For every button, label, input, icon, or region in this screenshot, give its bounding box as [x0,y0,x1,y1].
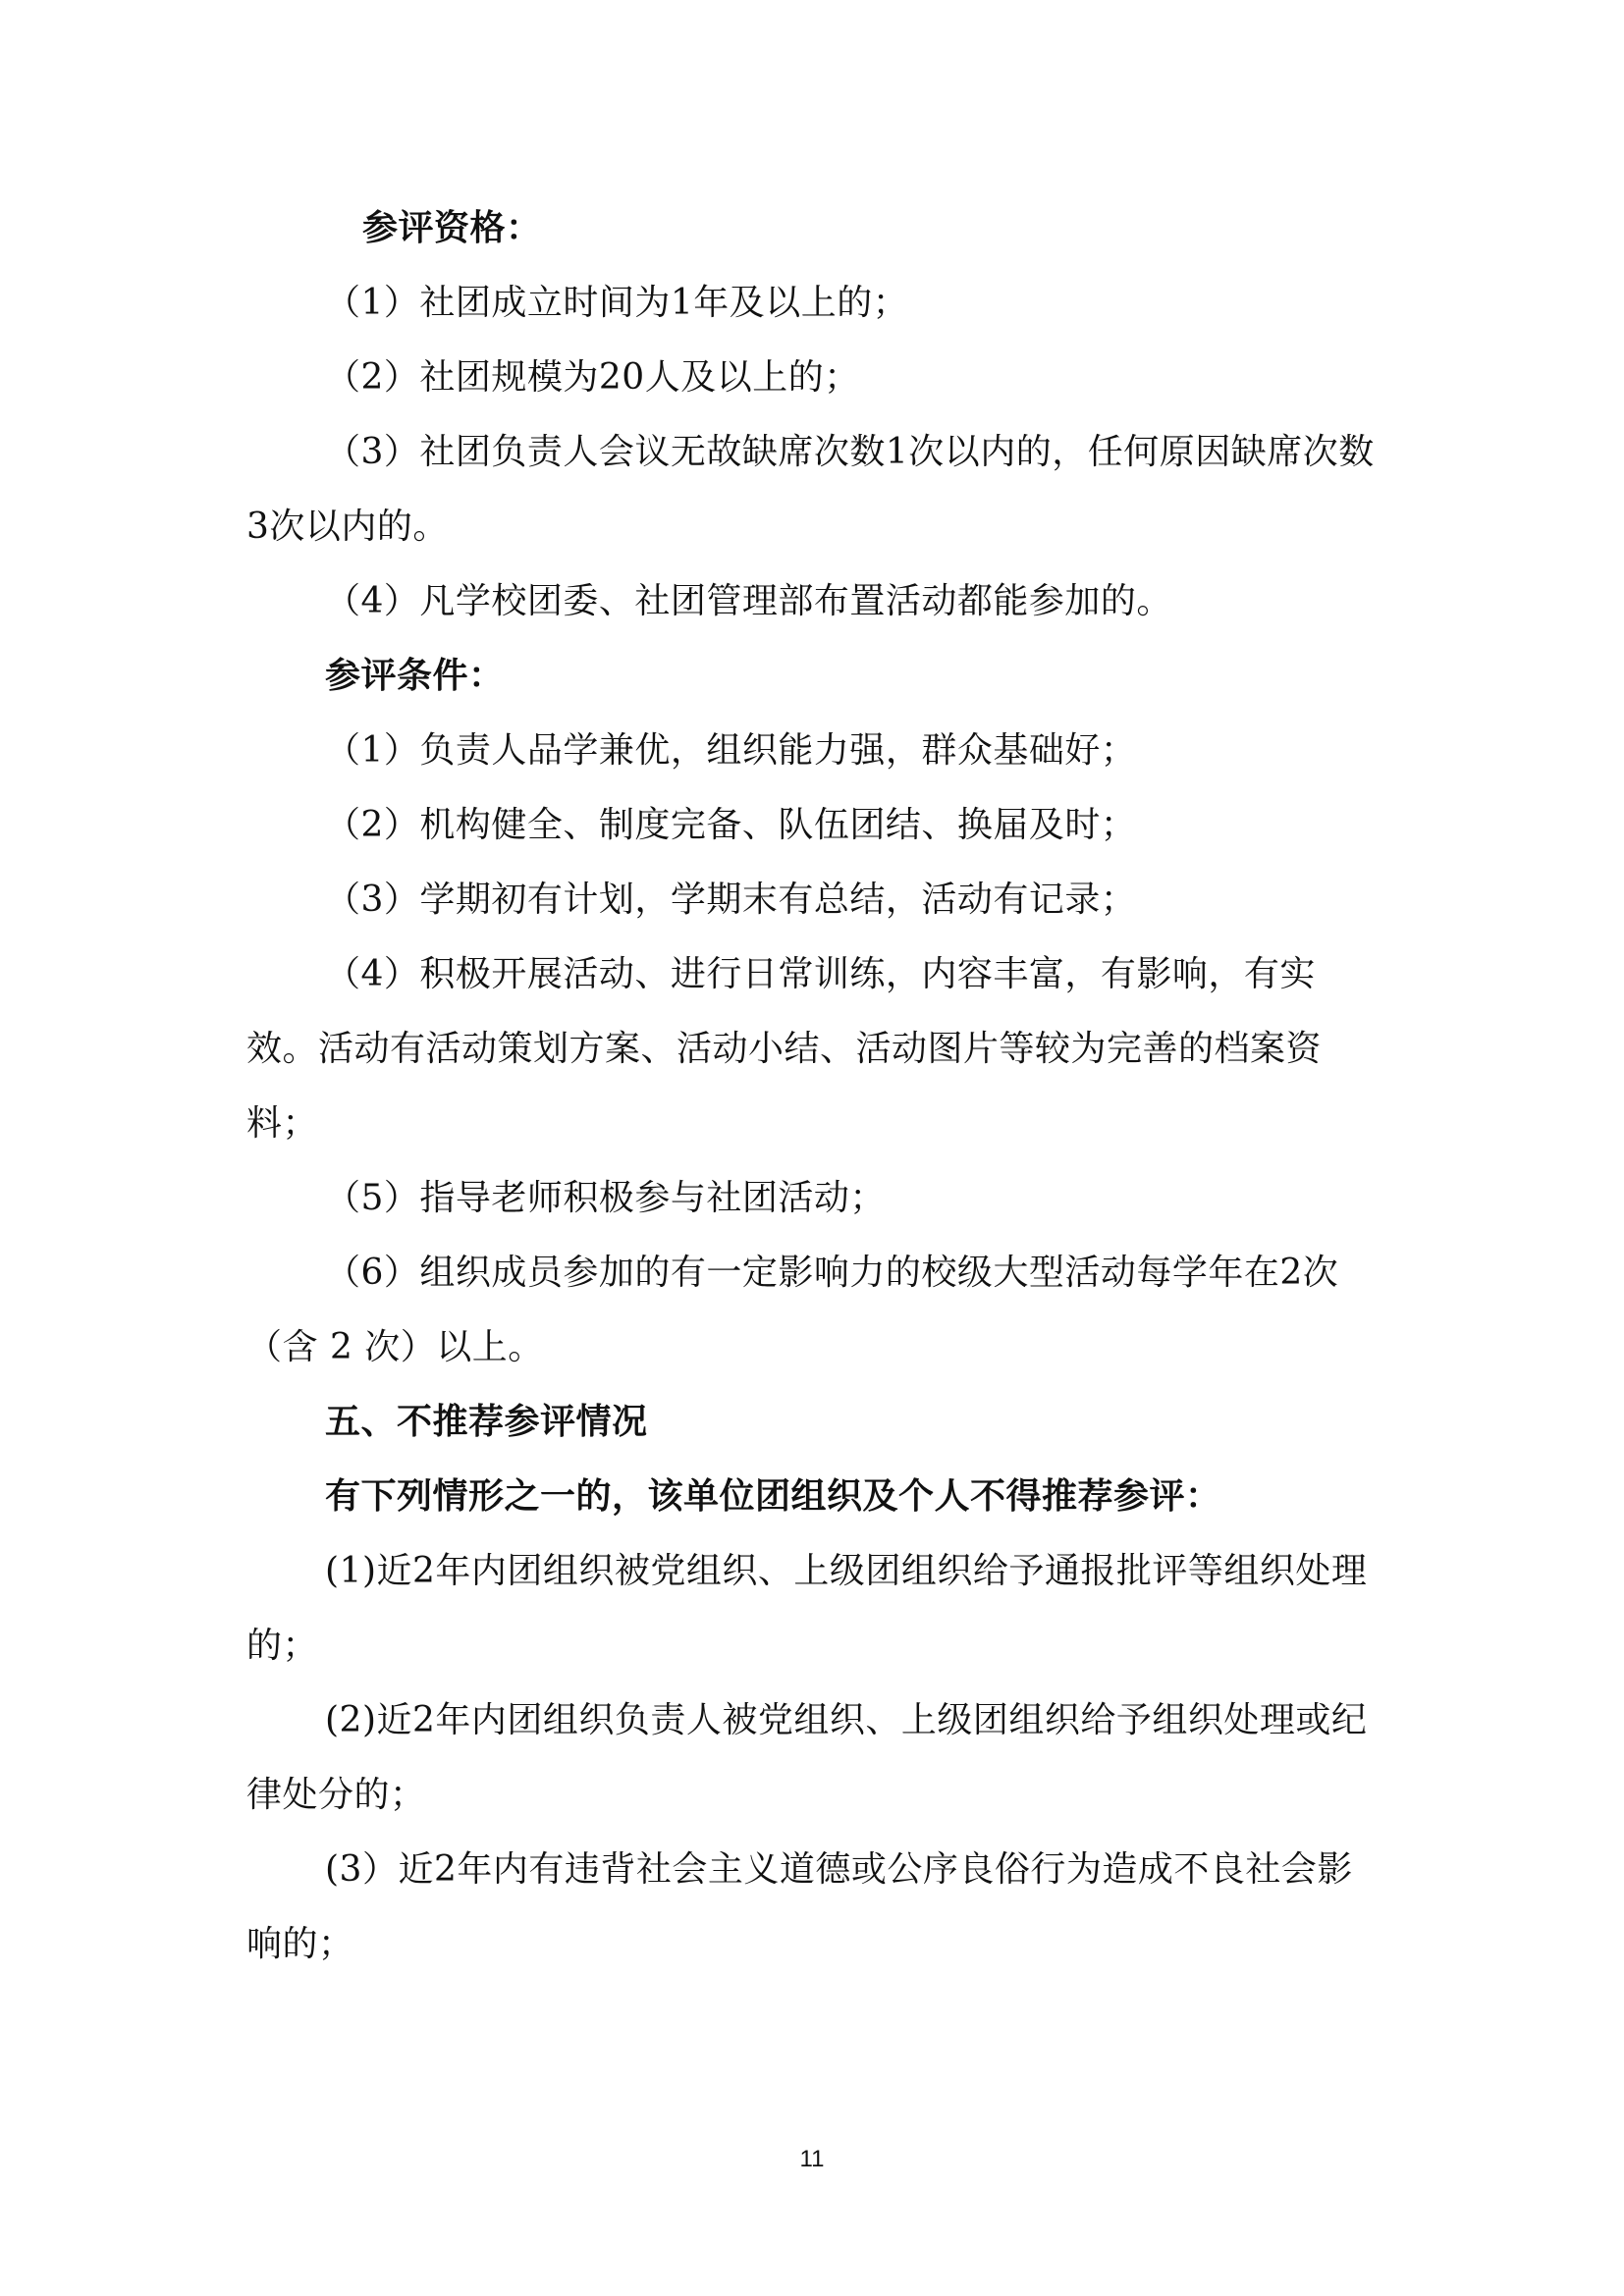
condition-item: （1）负责人品学兼优，组织能力强，群众基础好； [325,730,1137,771]
section-title: 五、不推荐参评情况 [325,1402,648,1442]
page-number: 11 [799,2146,825,2172]
qualification-item: （3）社团负责人会议无故缺席次数1次以内的，任何原因缺席次数3次以内的。 [246,432,1375,547]
qualification-item: （1）社团成立时间为1年及以上的； [325,283,909,323]
qualification-item: （2）社团规模为20人及以上的； [325,357,860,398]
qualification-item: （4）凡学校团委、社团管理部布置活动都能参加的。 [325,581,1172,621]
exclusion-item: (3）近2年内有违背社会主义道德或公序良俗行为造成不良社会影响的； [246,1849,1353,1964]
section-intro: 有下列情形之一的，该单位团组织及个人不得推荐参评： [325,1476,1221,1517]
condition-item: （6）组织成员参加的有一定影响力的校级大型活动每学年在2次（含 2 次）以上。 [246,1253,1339,1367]
condition-item: （5）指导老师积极参与社团活动； [325,1178,886,1218]
document-body [246,191,1385,1982]
condition-item: （2）机构健全、制度完备、队伍团结、换届及时； [325,805,1137,845]
heading-qualification: 参评资格： [362,208,542,248]
exclusion-item: (1)近2年内团组织被党组织、上级团组织给予通报批评等组织处理的； [246,1551,1368,1666]
condition-item: （3）学期初有计划，学期末有总结，活动有记录； [325,880,1137,920]
heading-conditions: 参评条件： [325,656,505,696]
condition-item: （4）积极开展活动、进行日常训练，内容丰富，有影响，有实效。活动有活动策划方案、活动小结、活动图片等较为完善的档案资料； [246,954,1323,1144]
exclusion-item: (2)近2年内团组织负责人被党组织、上级团组织给予组织处理或纪律处分的； [246,1700,1368,1815]
